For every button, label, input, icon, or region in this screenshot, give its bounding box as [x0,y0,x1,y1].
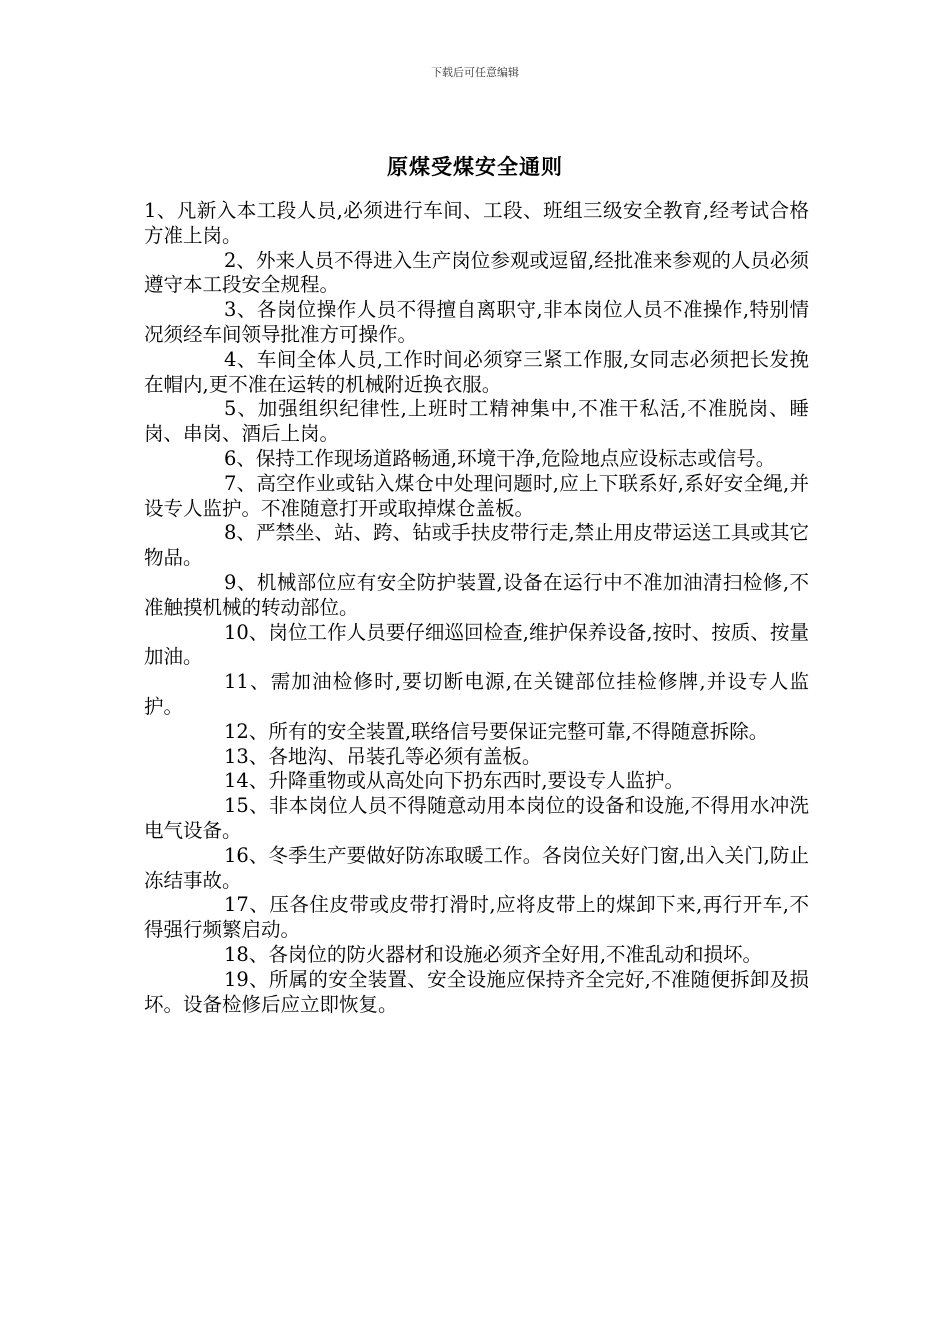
rule-item: 1、凡新入本工段人员,必须进行车间、工段、班组三级安全教育,经考试合格方准上岗。 [144,199,809,247]
rule-item: 12、所有的安全装置,联络信号要保证完整可靠,不得随意拆除。 [224,719,769,743]
rule-item: 9、机械部位应有安全防护装置,设备在运行中不准加油清扫检修,不准触摸机械的转动部位。 [144,570,809,619]
rule-item: 3、各岗位操作人员不得擅自离职守,非本岗位人员不准操作,特别情况须经车间领导批准方可操作。 [144,298,809,346]
rule-item: 16、冬季生产要做好防冻取暖工作。各岗位关好门窗,出入关门,防止冻结事故。 [144,843,809,892]
rule-item: 4、车间全体人员,工作时间必须穿三紧工作服,女同志必须把长发挽在帽内,更不准在运转的机械附近换衣服。 [144,347,809,396]
rule-item: 19、所属的安全装置、安全设施应保持齐全完好,不准随便拆卸及损坏。设备检修后应立即恢复。 [144,967,809,1016]
rule-item: 8、严禁坐、站、跨、钻或手扶皮带行走,禁止用皮带运送工具或其它物品。 [144,521,809,570]
rule-item: 13、各地沟、吊装孔等必须有盖板。 [224,744,542,768]
page-header-note: 下载后可任意编辑 [431,66,519,79]
rule-item: 10、岗位工作人员要仔细巡回检查,维护保养设备,按时、按质、按量加油。 [144,620,809,669]
rule-item: 5、加强组织纪律性,上班时工精神集中,不准干私活,不准脱岗、睡岗、串岗、酒后上岗。 [144,397,809,446]
rule-item: 2、外来人员不得进入生产岗位参观或逗留,经批准来参观的人员必须遵守本工段安全规程。 [144,248,809,297]
rule-item: 18、各岗位的防火器材和设施必须齐全好用,不准乱动和损坏。 [224,942,763,966]
document-title: 原煤受煤安全通则 [387,154,563,179]
rule-item: 7、高空作业或钻入煤仓中处理问题时,应上下联系好,系好安全绳,并设专人监护。不准随意打开或取掉煤仓盖板。 [144,471,809,520]
rule-item: 11、需加油检修时,要切断电源,在关键部位挂检修牌,并设专人监护。 [144,670,809,718]
rule-item: 15、非本岗位人员不得随意动用本岗位的设备和设施,不得用水冲洗电气设备。 [144,794,809,842]
rule-item: 14、升降重物或从高处向下扔东西时,要设专人监护。 [224,769,685,793]
rule-item: 17、压各住皮带或皮带打滑时,应将皮带上的煤卸下来,再行开车,不得强行频繁启动。 [144,893,809,942]
rule-item: 6、保持工作现场道路畅通,环境干净,危险地点应设标志或信号。 [224,446,776,470]
rules-list [144,199,809,1017]
